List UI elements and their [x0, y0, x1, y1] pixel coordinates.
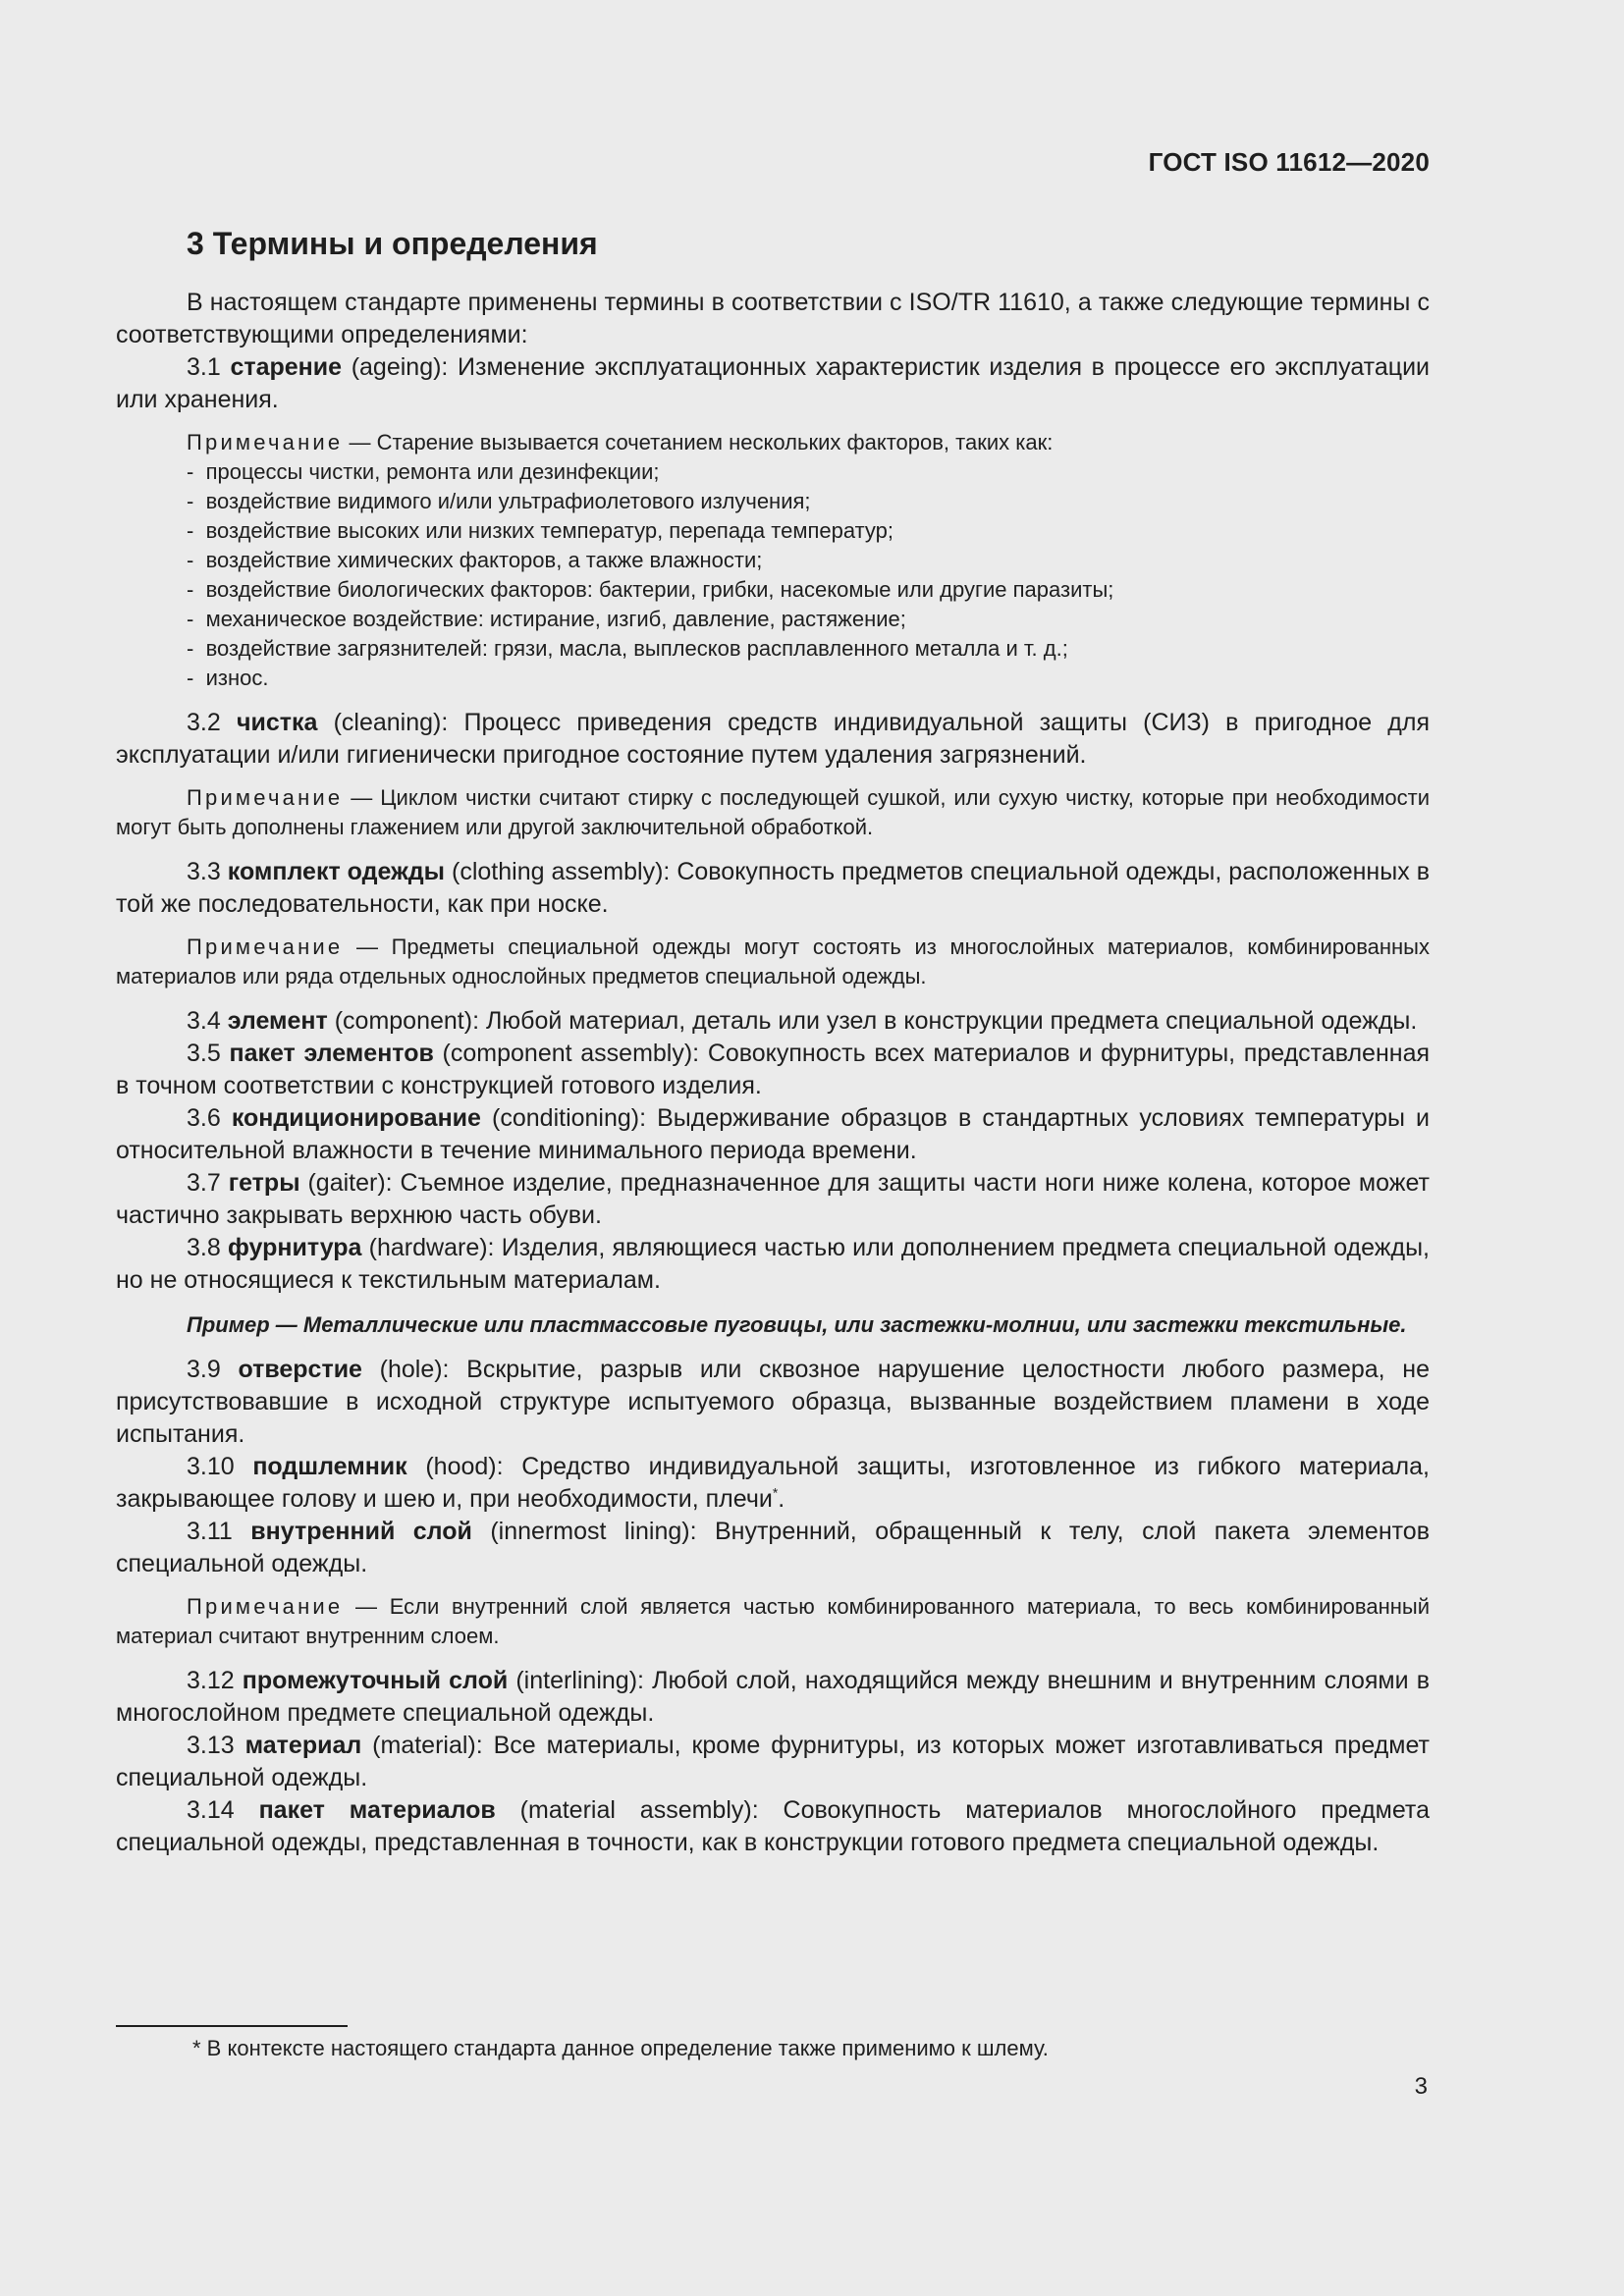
term-3-9: 3.9 отверстие (hole): Вскрытие, разрыв или сквозное нарушение целостности любого размера, не присутствовавшие в исходной структуре испытуемого образца, вызванные воздействием пламени в ходе испытания. — [116, 1356, 1430, 1448]
note-label: Примечание — [187, 934, 344, 959]
list-item: - воздействие видимого и/или ультрафиолетового излучения; — [187, 487, 1430, 516]
term-3-3: 3.3 комплект одежды (clothing assembly): Совокупность предметов специальной одежды, расположенных в той же последовательности, как при носке. — [116, 858, 1430, 918]
term-3-14: 3.14 пакет материалов (material assembly): Совокупность материалов многослойного предмета специальной одежды, представленная в точности, как в конструкции готового предмета специальной одежды. — [116, 1796, 1431, 1856]
intro-paragraph: В настоящем стандарте применены термины в соответствии с ISO/TR 11610, а также следующие термины с соответствующими определениями: — [116, 289, 1430, 348]
footnote-marker: * — [772, 1484, 779, 1501]
section-title: 3 Термины и определения — [187, 226, 598, 261]
note-label: Примечание — [187, 430, 344, 454]
note-label: Примечание — [187, 1594, 344, 1619]
term-3-6: 3.6 кондиционирование (conditioning): Выдерживание образцов в стандартных условиях температуры и относительной влажности в течение минимального периода времени. — [116, 1104, 1430, 1164]
list-item: - воздействие загрязнителей: грязи, масла, выплесков расплавленного металла и т. д.; — [187, 634, 1430, 664]
list-item: - воздействие высоких или низких температур, перепада температур; — [187, 516, 1430, 546]
list-item: - воздействие биологических факторов: бактерии, грибки, насекомые или другие паразиты; — [187, 575, 1430, 605]
term-3-10: 3.10 подшлемник (hood): Средство индивидуальной защиты, изготовленное из гибкого материала, закрывающее голову и шею и, при необходимости, плечи*. — [116, 1453, 1430, 1513]
list-item: - процессы чистки, ремонта или дезинфекции; — [187, 457, 1430, 487]
note-cleaning: Примечание — Циклом чистки считают стирку с последующей сушкой, или сухую чистку, которые при необходимости могут быть дополнены глажением или другой заключительной обработкой. — [116, 785, 1430, 839]
ageing-factors-list — [116, 457, 1430, 693]
standard-header: ГОСТ ISO 11612—2020 — [1148, 147, 1430, 177]
page-number: 3 — [1414, 2073, 1428, 2100]
term-3-1: 3.1 старение (ageing): Изменение эксплуатационных характеристик изделия в процессе его эксплуатации или хранения. — [116, 353, 1430, 413]
example-hardware: Пример — Металлические или пластмассовые пуговицы, или застежки-молнии, или застежки текстильные. — [187, 1312, 1407, 1337]
page-content — [116, 224, 1430, 1859]
list-item: - воздействие химических факторов, а также влажности; — [187, 546, 1430, 575]
list-item: - механическое воздействие: истирание, изгиб, давление, растяжение; — [187, 605, 1430, 634]
note-clothing-assembly: Примечание — Предметы специальной одежды могут состоять из многослойных материалов, комбинированных материалов или ряда отдельных однослойных предметов специальной одежды. — [116, 934, 1430, 988]
term-3-11: 3.11 внутренний слой (innermost lining): Внутренний, обращенный к телу, слой пакета элементов специальной одежды. — [116, 1518, 1430, 1577]
footnote: * В контексте настоящего стандарта данное определение также применимо к шлему. — [192, 2036, 1049, 2060]
term-3-2: 3.2 чистка (cleaning): Процесс приведения средств индивидуальной защиты (СИЗ) в пригодное для эксплуатации и/или гигиенически пригодное состояние путем удаления загрязнений. — [116, 709, 1430, 769]
term-3-4: 3.4 элемент (component): Любой материал, деталь или узел в конструкции предмета специальной одежды. — [187, 1007, 1418, 1035]
list-item: - износ. — [187, 664, 1430, 693]
term-3-5: 3.5 пакет элементов (component assembly): Совокупность всех материалов и фурнитуры, представленная в точном соответствии с конструкцией готового изделия. — [116, 1040, 1431, 1099]
note-ageing: Примечание — Старение вызывается сочетанием нескольких факторов, таких как: - процессы чистки, ремонта или дезинфекции; - воздействие видимого и/или ультрафиолетового излучения; - воздействие высоких или низких температур, перепада температур; - воздействие химических факторов, а также влажности; - воздействие биологических факторов: бактерии, грибки, насекомые или другие паразиты; - механическое воздействие: истирание, изгиб, давление, растяжение; - воздействие загрязнителей: грязи, масла, выплесков расплавленного металла и т. д.; - износ. — [116, 428, 1430, 693]
note-label: Примечание — [187, 785, 344, 810]
footnote-divider — [116, 2025, 348, 2027]
term-3-8: 3.8 фурнитура (hardware): Изделия, являющиеся частью или дополнением предмета специальной одежды, но не относящиеся к текстильным материалам. — [116, 1234, 1430, 1294]
term-3-12: 3.12 промежуточный слой (interlining): Любой слой, находящийся между внешним и внутренним слоями в многослойном предмете специальной одежды. — [116, 1667, 1430, 1727]
term-3-13: 3.13 материал (material): Все материалы, кроме фурнитуры, из которых может изготавливаться предмет специальной одежды. — [116, 1732, 1430, 1791]
term-3-7: 3.7 гетры (gaiter): Съемное изделие, предназначенное для защиты части ноги ниже колена, которое может частично закрывать верхнюю часть обуви. — [116, 1169, 1430, 1229]
note-innermost-lining: Примечание — Если внутренний слой является частью комбинированного материала, то весь комбинированный материал считают внутренним слоем. — [116, 1594, 1430, 1648]
